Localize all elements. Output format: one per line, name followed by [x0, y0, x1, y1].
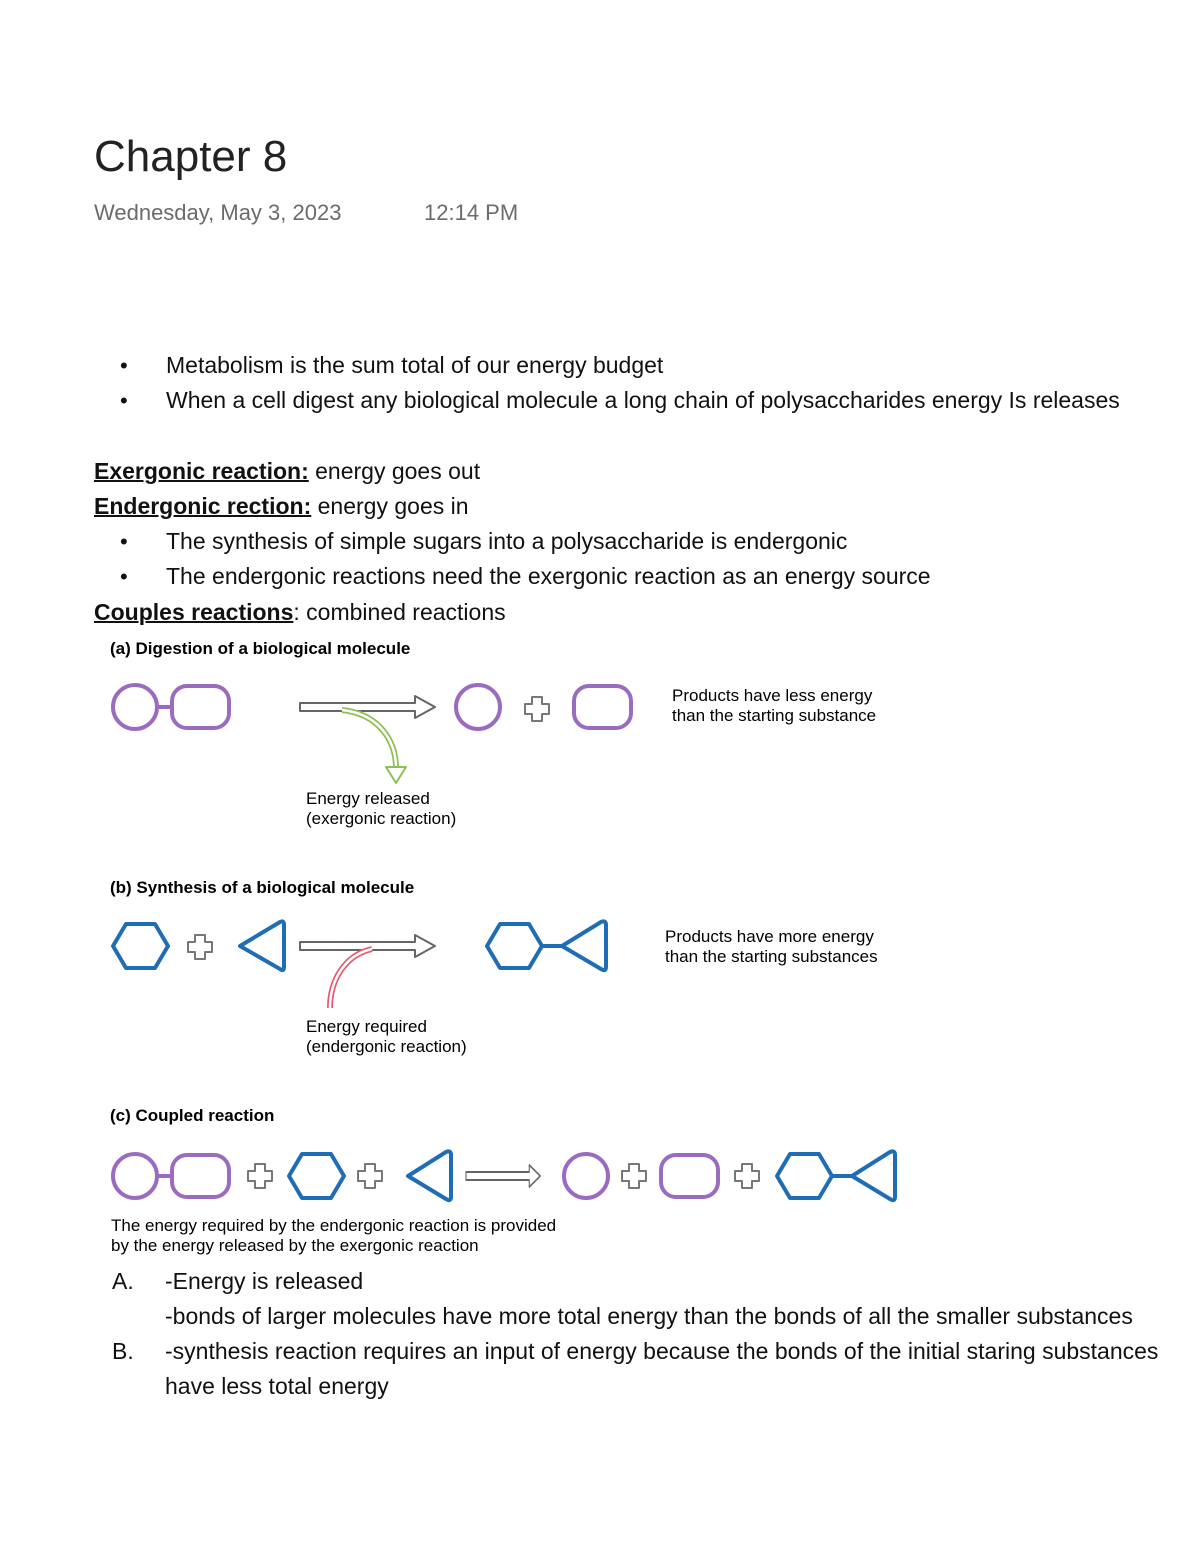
endergonic-term: Endergonic rection:: [94, 493, 312, 519]
plus-icon: [248, 1164, 272, 1188]
answer-line: -synthesis reaction requires an input of energy because the bonds of the initial staring substances have less total energy: [165, 1338, 1159, 1399]
triangle-reactant: [240, 921, 284, 970]
figure-c-note-line2: by the energy released by the exergonic reaction: [111, 1236, 479, 1255]
exergonic-text: energy goes out: [308, 458, 481, 484]
plus-icon: [735, 1164, 759, 1188]
reactant-molecule-c: [113, 1154, 229, 1198]
figure-b-note-line1: Products have more energy: [665, 927, 874, 946]
figure-a-energy-line1: Energy released: [306, 789, 430, 808]
product-circle-a: [456, 685, 500, 729]
figure-b-energy-line2: (endergonic reaction): [306, 1037, 467, 1056]
answer-item-b: [94, 1334, 1184, 1404]
triangle-reactant-c: [408, 1151, 451, 1200]
product-rect-a: [574, 686, 631, 728]
plus-icon: [188, 935, 212, 959]
list-item: • Metabolism is the sum total of our energy budget: [120, 348, 1180, 383]
product-circle-c: [564, 1154, 608, 1198]
note-date: Wednesday, May 3, 2023: [94, 200, 342, 225]
plus-icon: [525, 697, 549, 721]
product-molecule-b: [487, 921, 606, 970]
figure-a-energy-line2: (exergonic reaction): [306, 809, 457, 828]
answer-line: -bonds of larger molecules have more total energy than the bonds of all the smaller substances: [165, 1303, 1133, 1329]
answer-marker: A.: [112, 1268, 134, 1294]
figure-a-note-line1: Products have less energy: [672, 686, 873, 705]
exergonic-definition: [94, 454, 480, 489]
bullet-list-top: [120, 348, 1180, 418]
hexagon-reactant-c: [289, 1154, 344, 1198]
answer-item-a: [94, 1264, 1184, 1334]
answer-marker: B.: [112, 1338, 134, 1364]
figure-b-note-line2: than the starting substances: [665, 947, 878, 966]
couples-definition: [94, 595, 506, 630]
bullet-list-mid: [120, 524, 1180, 594]
figure-b-energy-line1: Energy required: [306, 1017, 427, 1036]
answer-line: -Energy is released: [165, 1268, 364, 1294]
page-title: Chapter 8: [94, 132, 288, 181]
note-time: 12:14 PM: [424, 200, 519, 225]
figure-b-title: (b) Synthesis of a biological molecule: [110, 878, 415, 897]
reaction-arrow-c: [466, 1165, 540, 1187]
plus-icon: [358, 1164, 382, 1188]
endergonic-text: energy goes in: [311, 493, 469, 519]
figure-c-title: (c) Coupled reaction: [110, 1106, 275, 1125]
endergonic-definition: [94, 489, 469, 524]
answer-list: [94, 1264, 1184, 1404]
list-item: • When a cell digest any biological molecule a long chain of polysaccharides energy Is releases: [120, 383, 1180, 418]
hexagon-reactant: [113, 924, 168, 968]
figure-a-title: (a) Digestion of a biological molecule: [110, 639, 411, 658]
figure-a-note-line2: than the starting substance: [672, 706, 877, 725]
exergonic-term: Exergonic reaction:: [94, 458, 309, 484]
product-rect-c: [661, 1155, 718, 1197]
list-item: • The endergonic reactions need the exergonic reaction as an energy source: [120, 559, 1180, 594]
reaction-figure: [0, 630, 1200, 1260]
reactant-molecule-a: [113, 685, 229, 729]
reaction-arrow-b: [300, 935, 435, 957]
product-molecule-c: [777, 1151, 895, 1200]
couples-text: : combined reactions: [293, 599, 506, 625]
couples-term: Couples reactions: [94, 599, 294, 625]
plus-icon: [622, 1164, 646, 1188]
figure-c-note-line1: The energy required by the endergonic reaction is provided: [111, 1216, 557, 1235]
list-item: • The synthesis of simple sugars into a polysaccharide is endergonic: [120, 524, 1180, 559]
